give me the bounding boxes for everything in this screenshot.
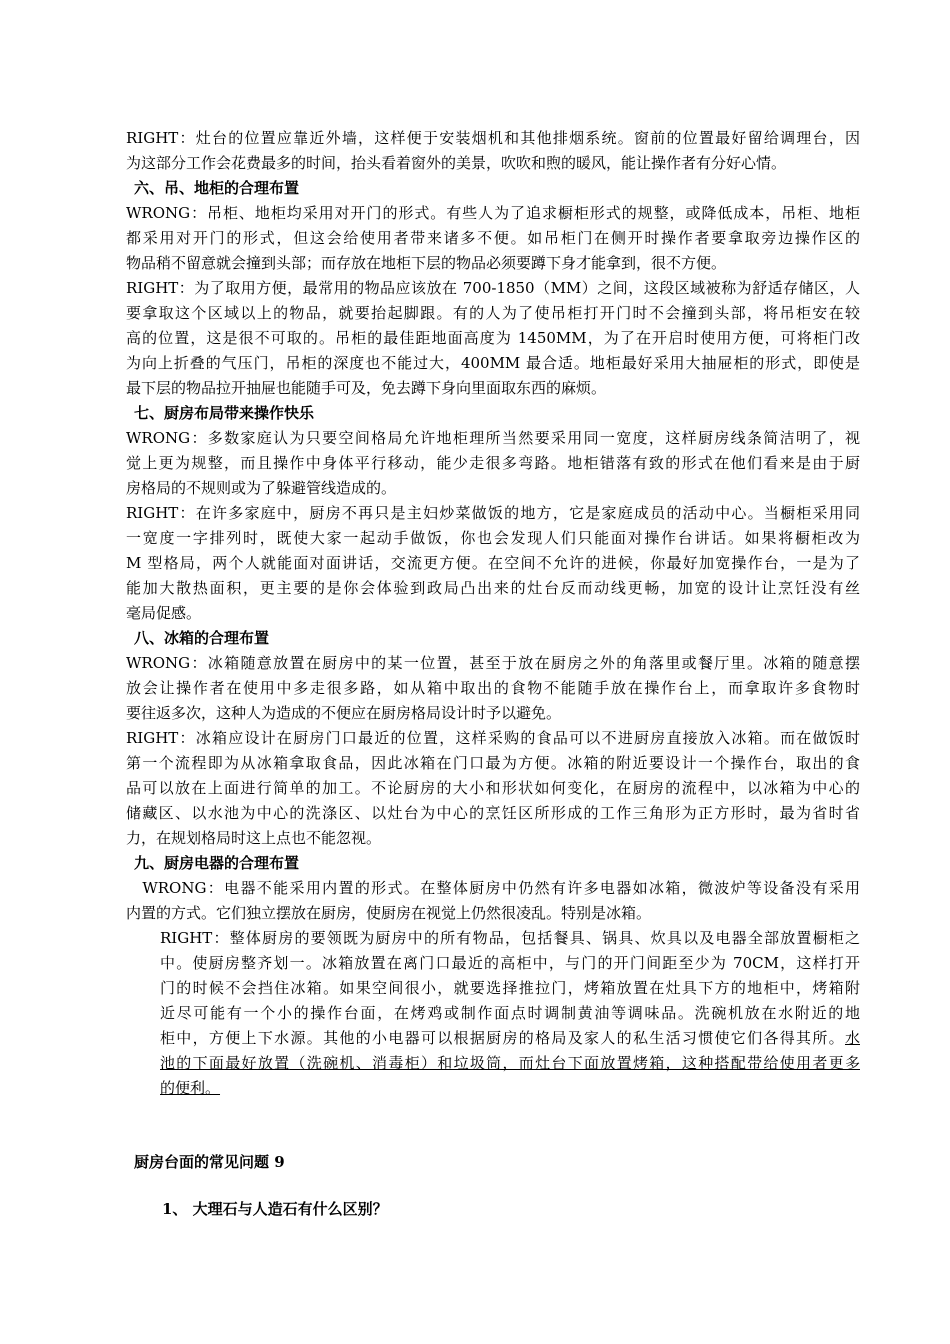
- paragraph-line: [126, 676, 860, 701]
- paragraph-line: [126, 201, 860, 226]
- line-text: 七、厨房布局带来操作快乐: [134, 404, 315, 422]
- paragraph-line: [126, 501, 860, 526]
- line-text: 要拿取这个区域以上的物品，就要抬起脚跟。有的人为了使吊柜打开门时不会撞到头部，将吊柜安在较: [126, 304, 860, 322]
- line-text: 六、吊、地柜的合理布置: [134, 179, 300, 197]
- line-text: 一宽度一字排列时，既使大家一起动手做饭，你也会发现人们只能面对操作台讲话。如果将橱柜改为: [126, 529, 860, 547]
- paragraph-line: [126, 451, 860, 476]
- line-text: 内置的方式。它们独立摆放在厨房，使厨房在视觉上仍然很凌乱。特别是冰箱。: [126, 904, 652, 922]
- paragraph-line: [160, 1026, 860, 1051]
- line-text: 八、冰箱的合理布置: [134, 629, 270, 647]
- paragraph-line: [126, 251, 860, 276]
- line-text: 为向上折叠的气压门，吊柜的深度也不能过大，400MM 最合适。地柜最好采用大抽屉柜的形式，即使是: [126, 354, 860, 372]
- line-text: 最下层的物品拉开抽屉也能随手可及，免去蹲下身向里面取东西的麻烦。: [126, 379, 607, 397]
- section-heading: [134, 626, 269, 651]
- line-text: 放会让操作者在使用中多走很多路，如从箱中取出的食物不能随手放在操作台上，而拿取许多食物时: [126, 679, 860, 697]
- paragraph-line: [160, 976, 860, 1001]
- line-text: WRONG：冰箱随意放置在厨房中的某一位置，甚至于放在厨房之外的角落里或餐厅里。冰箱的随意摆: [126, 654, 860, 672]
- line-text: RIGHT：整体厨房的要领既为厨房中的所有物品，包括餐具、锅具、炊具以及电器全部放置橱柜之: [160, 929, 860, 947]
- paragraph-line: [126, 751, 860, 776]
- line-text: 1、 大理石与人造石有什么区别？: [162, 1200, 388, 1218]
- line-text: 品可以放在上面进行简单的加工。不论厨房的大小和形状如何变化，在厨房的流程中，以冰箱为中心的: [126, 779, 860, 797]
- section-heading: [134, 401, 314, 426]
- line-text: 都采用对开门的形式，但这会给使用者带来诸多不便。如吊柜门在侧开时操作者要拿取旁边操作区的: [126, 229, 860, 247]
- line-text: 房格局的不规则或为了躲避管线造成的。: [126, 479, 397, 497]
- line-text: RIGHT：灶台的位置应靠近外墙，这样便于安装烟机和其他排烟系统。窗前的位置最好留给调理台，因: [126, 129, 860, 147]
- line-text: 池的下面最好放置（洗碗机、消毒柜）和垃圾筒，而灶台下面放置烤箱，这种搭配带给使用者更多: [160, 1054, 860, 1072]
- paragraph-line: [160, 1076, 860, 1101]
- section-heading: [134, 176, 299, 201]
- paragraph-line: [126, 651, 860, 676]
- section-heading: [134, 1150, 285, 1175]
- paragraph-line: [126, 801, 860, 826]
- paragraph-line: [126, 226, 860, 251]
- section-heading: [162, 1197, 388, 1222]
- line-text: RIGHT：为了取用方便，最常用的物品应该放在 700-1850（MM）之间，这段区域被称为舒适存储区，人: [126, 279, 860, 297]
- paragraph-line: [126, 601, 860, 626]
- paragraph-line: [126, 476, 860, 501]
- line-text: RIGHT：在许多家庭中，厨房不再只是主妇炒菜做饭的地方，它是家庭成员的活动中心。当橱柜采用同: [126, 504, 860, 522]
- line-text: M 型格局，两个人就能面对面讲话，交流更方便。在空间不允许的进候，你最好加宽操作台，一是为了: [126, 554, 860, 572]
- paragraph-line: [160, 1001, 860, 1026]
- line-text: 毫局促感。: [126, 604, 202, 622]
- paragraph-line: [126, 426, 860, 451]
- line-text: WRONG：电器不能采用内置的形式。在整体厨房中仍然有许多电器如冰箱，微波炉等设备没有采用: [126, 879, 860, 897]
- paragraph-line: [126, 301, 860, 326]
- paragraph-line: [160, 1051, 860, 1076]
- line-text: 的便利。: [160, 1079, 221, 1097]
- line-text: 九、厨房电器的合理布置: [134, 854, 300, 872]
- line-text: WRONG：多数家庭认为只要空间格局允许地柜理所当然要采用同一宽度，这样厨房线条简洁明了，视: [126, 429, 860, 447]
- paragraph-line: [126, 776, 860, 801]
- line-text: 力，在规划格局时这上点也不能忽视。: [126, 829, 382, 847]
- paragraph-line: [126, 701, 860, 726]
- line-text: 中。使厨房整齐划一。冰箱放置在离门口最近的高柜中，与门的开门间距至少为 70CM，这样打开: [160, 954, 860, 972]
- paragraph-line: [126, 551, 860, 576]
- paragraph-line: [126, 526, 860, 551]
- paragraph-line: [126, 376, 860, 401]
- paragraph-line: [126, 876, 860, 901]
- line-text: 柜中，方便上下水源。其他的小电器可以根据厨房的格局及家人的私生活习惯使它们各得其所。: [160, 1029, 845, 1047]
- paragraph-line: [126, 326, 860, 351]
- line-text: 第一个流程即为从冰箱拿取食品，因此冰箱在门口最为方便。冰箱的附近要设计一个操作台，取出的食: [126, 754, 860, 772]
- line-text: 能加大散热面积，更主要的是你会体验到政局凸出来的灶台反而动线更畅，加宽的设计让烹饪没有丝: [126, 579, 860, 597]
- underlined-text: 水: [844, 1029, 860, 1047]
- paragraph-line: [126, 826, 860, 851]
- line-text: 储藏区、以水池为中心的洗涤区、以灶台为中心的烹饪区所形成的工作三角形为正方形时，最为省时省: [126, 804, 860, 822]
- section-heading: [134, 851, 299, 876]
- line-text: 门的时候不会挡住冰箱。如果空间很小，就要选择推拉门，烤箱放置在灶具下方的地柜中，烤箱附: [160, 979, 860, 997]
- paragraph-line: [126, 351, 860, 376]
- paragraph-line: [160, 951, 860, 976]
- paragraph-line: [126, 901, 860, 926]
- paragraph-line: [160, 926, 860, 951]
- line-text: 物品稍不留意就会撞到头部；而存放在地柜下层的物品必须要蹲下身才能拿到，很不方便。: [126, 254, 727, 272]
- line-text: 为这部分工作会花费最多的时间，抬头看着窗外的美景，吹吹和煦的暖风，能让操作者有分好心情。: [126, 154, 787, 172]
- line-text: 觉上更为规整，而且操作中身体平行移动，能少走很多弯路。地柜错落有致的形式在他们看来是由于厨: [126, 454, 860, 472]
- paragraph-line: [126, 576, 860, 601]
- paragraph-line: [126, 151, 860, 176]
- paragraph-line: [126, 276, 860, 301]
- line-text: WRONG：吊柜、地柜均采用对开门的形式。有些人为了追求橱柜形式的规整，或降低成本，吊柜、地柜: [126, 204, 860, 222]
- paragraph-line: [126, 726, 860, 751]
- paragraph-line: [126, 126, 860, 151]
- line-text: 近尽可能有一个小的操作台面，在烤鸡或制作面点时调制黄油等调味品。洗碗机放在水附近的地: [160, 1004, 860, 1022]
- line-text: 高的位置，这是很不可取的。吊柜的最佳距地面高度为 1450MM，为了在开启时使用方便，可将柜门改: [126, 329, 860, 347]
- line-text: 要往返多次，这种人为造成的不便应在厨房格局设计时予以避免。: [126, 704, 562, 722]
- line-text: 厨房台面的常见问题 9: [134, 1153, 285, 1171]
- line-text: RIGHT：冰箱应设计在厨房门口最近的位置，这样采购的食品可以不进厨房直接放入冰箱。而在做饭时: [126, 729, 860, 747]
